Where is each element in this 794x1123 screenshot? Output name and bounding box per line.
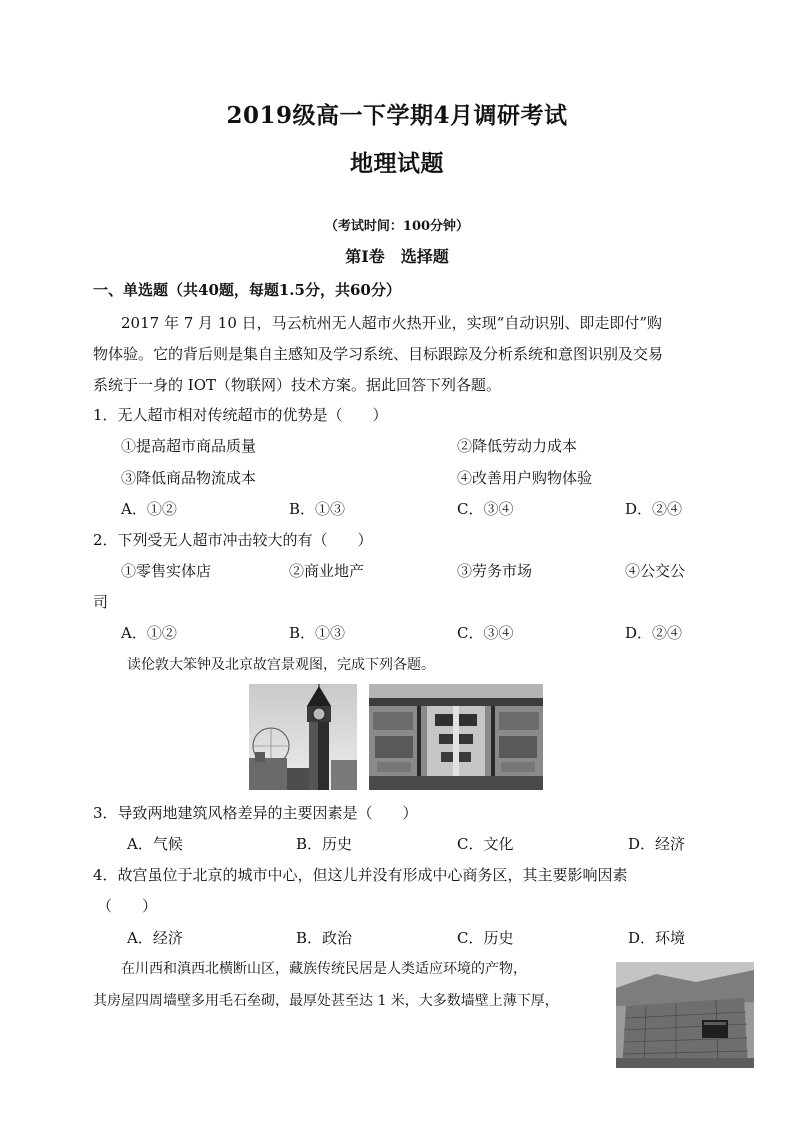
question-3-choice-a: A．气候 bbox=[127, 835, 183, 853]
question-2-statement-1: ①零售实体店 bbox=[121, 562, 212, 580]
question-2-stem: 2．下列受无人超市冲击较大的有（ ） bbox=[93, 531, 373, 549]
question-1-stem: 1．无人超市相对传统超市的优势是（ ） bbox=[93, 406, 388, 424]
question-1-statement-4: ④改善用户购物体验 bbox=[457, 469, 593, 487]
question-1-choice-c: C．③④ bbox=[457, 500, 514, 518]
big-ben-photo bbox=[249, 684, 357, 790]
question-3-stem: 3．导致两地建筑风格差异的主要因素是（ ） bbox=[93, 804, 418, 822]
question-1-choice-b: B．①③ bbox=[289, 500, 346, 518]
question-4-stem-wrap: （ ） bbox=[97, 897, 158, 915]
question-4-choice-c: C．历史 bbox=[457, 929, 514, 947]
passage-3-line-2: 其房屋四周墙壁多用毛石垒砌，最厚处甚至达 1 米，大多数墙壁上薄下厚， bbox=[93, 993, 559, 1009]
passage-1-line-2: 物体验。它的背后则是集自主感知及学习系统、目标跟踪及分析系统和意图识别及交易 bbox=[93, 345, 664, 363]
tibetan-stone-house-photo bbox=[616, 962, 754, 1068]
question-2-statement-4: ④公交公 bbox=[625, 562, 686, 580]
subject-title: 地理试题 bbox=[350, 150, 444, 177]
question-1-statement-3: ③降低商品物流成本 bbox=[121, 469, 257, 487]
question-2-choice-a: A．①② bbox=[121, 624, 177, 642]
question-4-stem: 4．故宫虽位于北京的城市中心，但这儿并没有形成中心商务区，其主要影响因素 bbox=[93, 866, 628, 884]
exam-title: 2019级高一下学期4月调研考试 bbox=[226, 102, 568, 129]
question-1-statement-2: ②降低劳动力成本 bbox=[457, 437, 578, 455]
question-1-choice-d: D．②④ bbox=[625, 500, 683, 518]
question-3-choice-b: B．历史 bbox=[296, 835, 353, 853]
passage-1-line-1: 2017 年 7 月 10 日，马云杭州无人超市火热开业，实现“自动识别、即走即付”购 bbox=[121, 314, 662, 332]
question-4-choice-a: A．经济 bbox=[127, 929, 183, 947]
question-3-choice-d: D．经济 bbox=[628, 835, 686, 853]
section-heading: 一、单选题（共40题，每题1.5分，共60分） bbox=[93, 281, 401, 299]
passage-3-line-1: 在川西和滇西北横断山区，藏族传统民居是人类适应环境的产物， bbox=[121, 961, 527, 977]
question-2-choice-d: D．②④ bbox=[625, 624, 683, 642]
exam-time-note: （考试时间：100分钟） bbox=[324, 219, 470, 234]
question-1-statement-1: ①提高超市商品质量 bbox=[121, 437, 257, 455]
question-2-statement-2: ②商业地产 bbox=[289, 562, 365, 580]
question-1-choice-a: A．①② bbox=[121, 500, 177, 518]
question-4-choice-b: B．政治 bbox=[296, 929, 353, 947]
passage-1-line-3: 系统于一身的 IOT（物联网）技术方案。据此回答下列各题。 bbox=[93, 376, 501, 394]
question-2-choice-c: C．③④ bbox=[457, 624, 514, 642]
question-2-choice-b: B．①③ bbox=[289, 624, 346, 642]
forbidden-city-photo bbox=[369, 684, 543, 790]
question-2-statement-4-wrap: 司 bbox=[93, 593, 109, 611]
question-2-statement-3: ③劳务市场 bbox=[457, 562, 533, 580]
question-4-choice-d: D．环境 bbox=[628, 929, 686, 947]
question-3-choice-c: C．文化 bbox=[457, 835, 514, 853]
volume-heading: 第Ⅰ卷 选择题 bbox=[345, 247, 449, 266]
passage-2-line-1: 读伦敦大笨钟及北京故宫景观图，完成下列各题。 bbox=[127, 657, 435, 673]
